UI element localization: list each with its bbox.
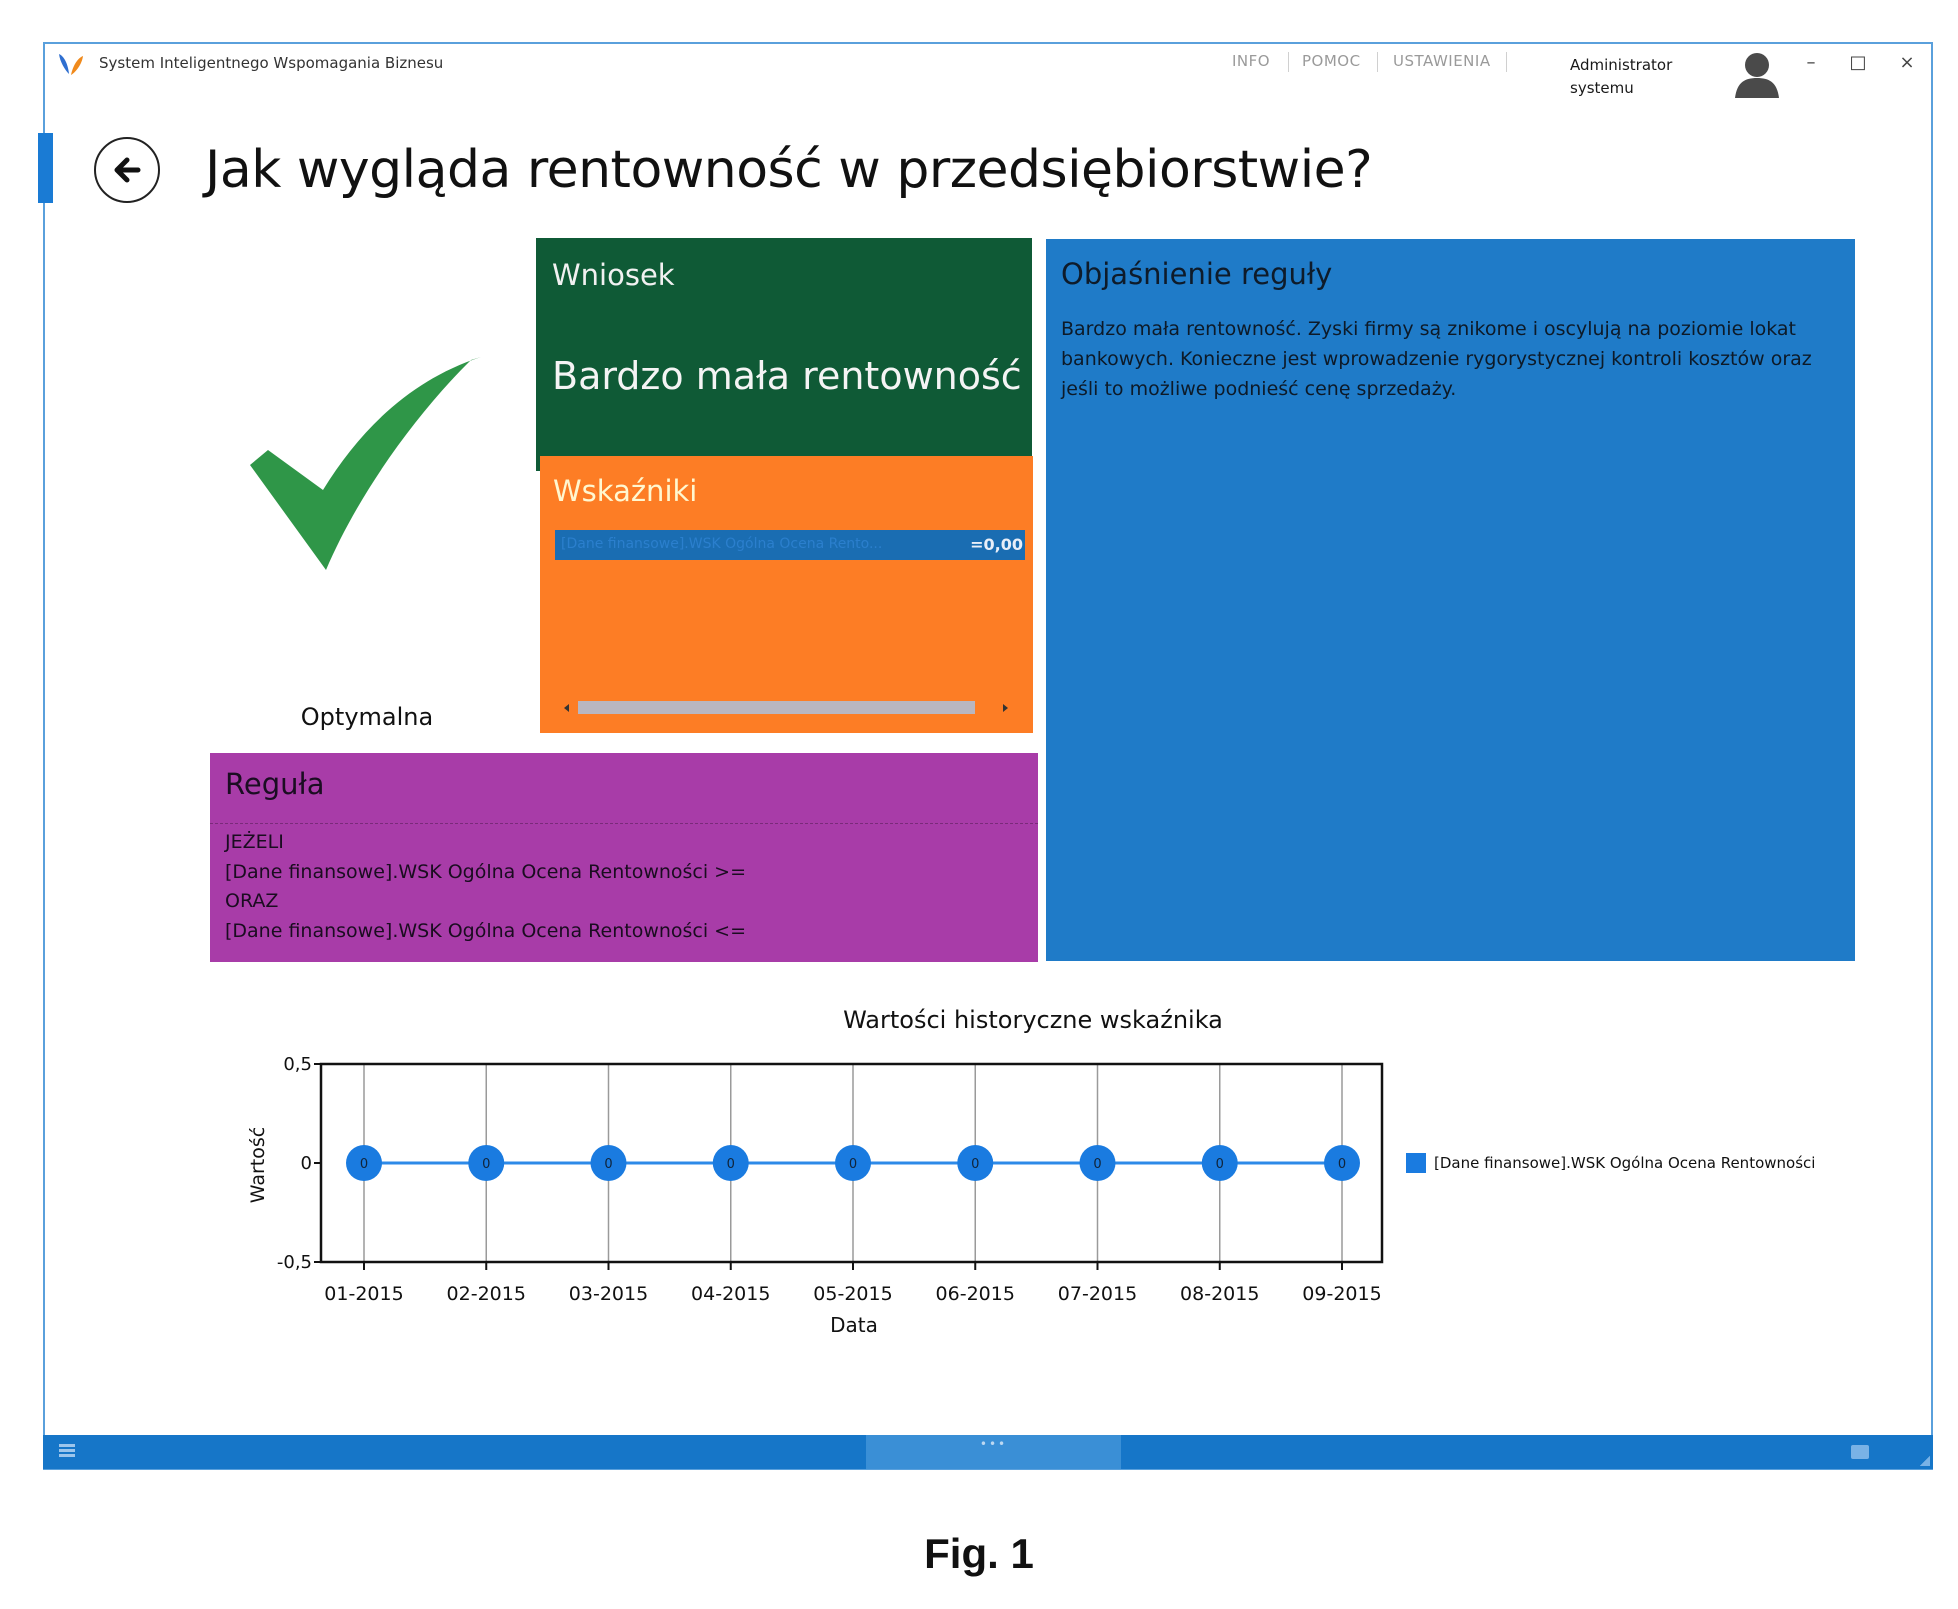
figure-caption: Fig. 1 (924, 1530, 1034, 1577)
bottom-app-bar (43, 1435, 1933, 1469)
nav-pomoc[interactable]: POMOC (1302, 52, 1361, 70)
chart-y-tick-label: 0,5 (283, 1054, 312, 1075)
chart-data-label: 0 (1093, 1157, 1102, 1172)
chart-data-label: 0 (1337, 1157, 1347, 1172)
horizontal-scrollbar[interactable] (556, 701, 1016, 717)
chart-data-label: 0 (482, 1157, 491, 1172)
rule-divider (210, 823, 1038, 824)
explanation-heading: Objaśnienie reguły (1061, 257, 1333, 291)
conclusion-heading: Wniosek (552, 258, 675, 292)
chart-x-tick-label: 01-2015 (324, 1283, 404, 1305)
indicator-value: =0,00 (970, 535, 1023, 554)
chart-x-tick-label: 06-2015 (935, 1283, 1015, 1305)
menu-icon[interactable] (59, 1444, 75, 1460)
more-dots-icon: ••• (979, 1437, 1008, 1451)
chart-x-tick-label: 09-2015 (1302, 1283, 1382, 1305)
rule-line: JEŻELI (225, 831, 284, 853)
chart-data-label: 0 (359, 1157, 369, 1172)
chart-x-axis-label: Data (830, 1313, 878, 1337)
user-name[interactable] (1570, 54, 1672, 100)
user-name-line1: Administrator (1570, 56, 1673, 74)
rule-line: [Dane finansowe].WSK Ogólna Ocena Rentowności >= (225, 861, 747, 883)
app-logo-icon (56, 50, 86, 80)
chart-x-tick-label: 07-2015 (1057, 1283, 1138, 1305)
user-avatar-icon[interactable] (1733, 52, 1781, 98)
page-accent-bar (38, 133, 53, 203)
window-icon[interactable] (1851, 1445, 1869, 1459)
chart-x-tick-label: 05-2015 (813, 1283, 893, 1305)
history-chart (230, 1000, 1870, 1360)
explanation-panel (1046, 239, 1855, 961)
rule-heading: Reguła (225, 767, 325, 801)
chart-x-tick-label: 02-2015 (446, 1283, 526, 1305)
chart-legend-swatch (1406, 1153, 1426, 1173)
rule-line: ORAZ (225, 890, 279, 912)
resize-grip-icon[interactable] (1920, 1456, 1930, 1466)
chart-data-label: 0 (971, 1157, 980, 1172)
scroll-right-arrow-icon[interactable] (1003, 704, 1008, 712)
indicators-panel (540, 456, 1033, 733)
nav-info[interactable]: INFO (1232, 52, 1271, 70)
chart-y-tick-label: 0 (300, 1153, 312, 1174)
maximize-button[interactable]: □ (1849, 52, 1867, 73)
back-button[interactable] (94, 137, 160, 203)
chart-title: Wartości historyczne wskaźnika (843, 1006, 1223, 1034)
indicators-heading: Wskaźniki (553, 474, 698, 508)
minimize-button[interactable]: – (1806, 52, 1816, 73)
chart-x-tick-label: 08-2015 (1180, 1283, 1260, 1305)
chart-legend-label: [Dane finansowe].WSK Ogólna Ocena Rentowności (1434, 1154, 1816, 1172)
nav-separator (1377, 52, 1378, 72)
chart-y-axis-label: Wartość (247, 1126, 269, 1204)
scroll-left-arrow-icon[interactable] (564, 704, 569, 712)
rule-panel (210, 753, 1038, 962)
checkmark-icon (240, 350, 490, 580)
app-bar-expand-handle[interactable] (866, 1435, 1121, 1469)
chart-data-label: 0 (1215, 1157, 1224, 1172)
status-label: Optymalna (300, 703, 434, 731)
arrow-left-icon (110, 153, 144, 187)
indicator-name: [Dane finansowe].WSK Ogólna Ocena Rento... (561, 536, 883, 552)
rule-line: [Dane finansowe].WSK Ogólna Ocena Rentowności <= (225, 920, 747, 942)
indicator-row[interactable] (555, 530, 1025, 560)
chart-data-label: 0 (604, 1157, 613, 1172)
page-title: Jak wygląda rentowność w przedsiębiorstwie? (205, 140, 1373, 200)
scrollbar-thumb[interactable] (578, 701, 975, 714)
chart-x-tick-label: 04-2015 (691, 1283, 771, 1305)
nav-separator (1506, 52, 1507, 72)
app-title: System Inteligentnego Wspomagania Biznesu (99, 54, 444, 72)
chart-x-tick-label: 03-2015 (568, 1283, 649, 1305)
chart-data-label: 0 (848, 1157, 858, 1172)
explanation-text: Bardzo mała rentowność. Zyski firmy są znikome i oscylują na poziomie lokat bankowych. Konieczne jest wprowadzenie rygorystycznej kontroli kosztów oraz jeśli to możliwe podnieść cenę sprzedaży. (1061, 318, 1812, 400)
user-name-line2: systemu (1570, 79, 1634, 97)
nav-separator (1288, 52, 1289, 72)
close-button[interactable]: × (1899, 52, 1915, 73)
conclusion-panel (536, 238, 1032, 471)
nav-ustawienia[interactable]: USTAWIENIA (1393, 52, 1491, 70)
chart-y-tick-label: -0,5 (276, 1252, 312, 1273)
chart-data-label: 0 (726, 1157, 735, 1172)
conclusion-text: Bardzo mała rentowność (552, 354, 1022, 398)
